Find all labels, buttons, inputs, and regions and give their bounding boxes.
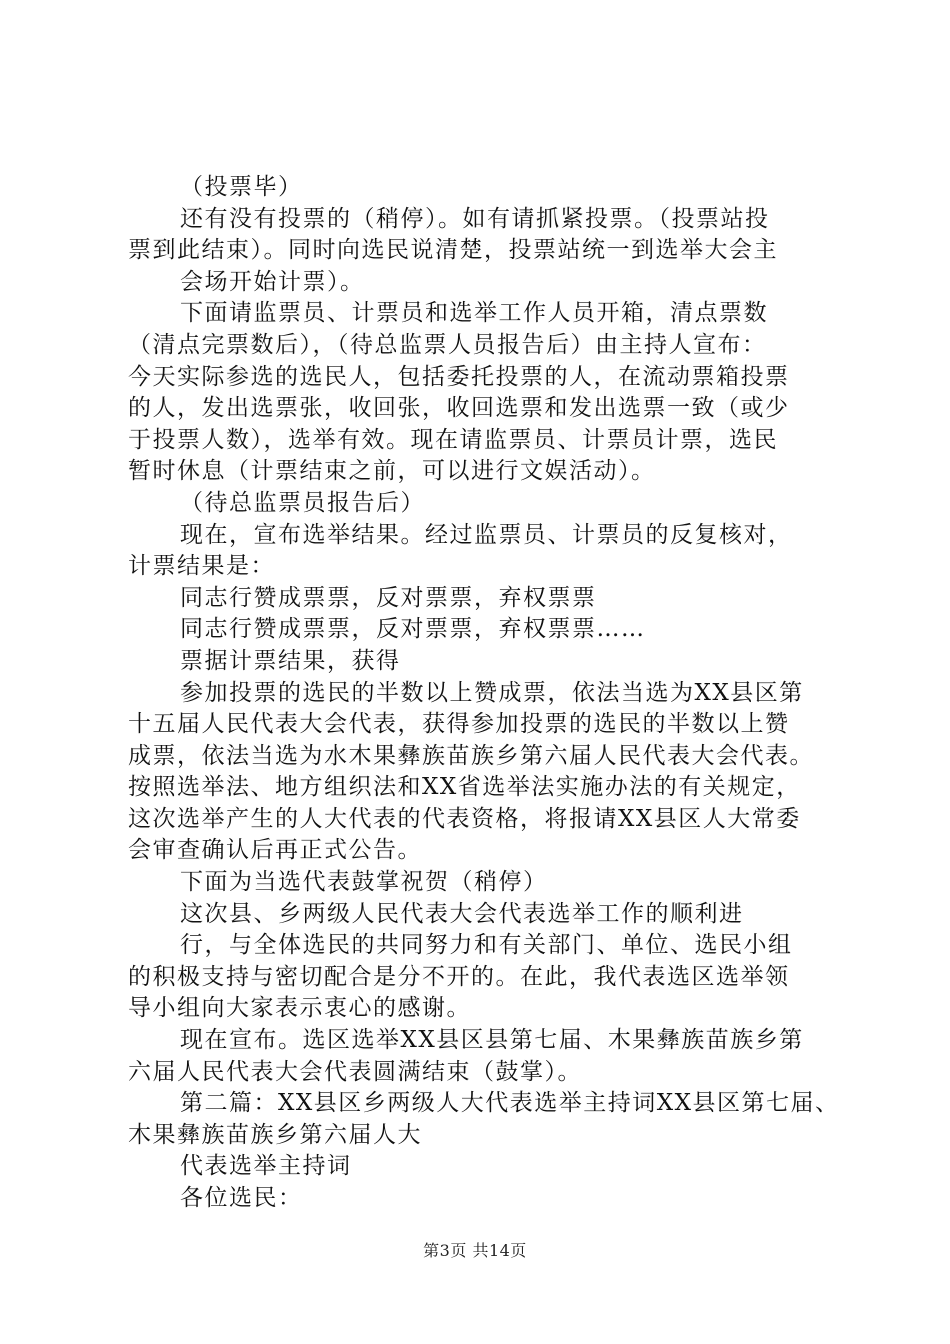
text-line: 会场开始计票）。 — [180, 268, 365, 295]
text-line: 票据计票结果，获得 — [180, 647, 401, 674]
text-line: 木果彝族苗族乡第六届人大 — [128, 1121, 422, 1148]
text-line: 导小组向大家表示衷心的感谢。 — [128, 995, 471, 1022]
text-line: 这次选举产生的人大代表的代表资格，将报请XX县区人大常委 — [128, 805, 801, 832]
text-line: 的积极支持与密切配合是分不开的。在此，我代表选区选举领 — [128, 963, 790, 990]
text-line: 下面请监票员、计票员和选举工作人员开箱，清点票数 — [180, 300, 768, 327]
text-line: （投票毕） — [180, 174, 303, 200]
text-line: 现在宣布。选区选举XX县区县第七届、木果彝族苗族乡第 — [180, 1027, 804, 1054]
text-line: 行，与全体选民的共同努力和有关部门、单位、选民小组 — [180, 932, 793, 959]
text-line: （待总监票员报告后） — [180, 489, 425, 516]
text-line: 还有没有投票的（稍停）。如有请抓紧投票。（投票站投 — [180, 205, 770, 232]
text-line: 第二篇：XX县区乡两级人大代表选举主持词XX县区第七届、 — [180, 1090, 840, 1117]
text-line: 这次县、乡两级人民代表大会代表选举工作的顺利进 — [180, 900, 744, 927]
text-line: 同志行赞成票票，反对票票，弃权票票 — [180, 584, 597, 611]
text-line: 票到此结束）。同时向选民说清楚，投票站统一到选举大会主 — [128, 237, 778, 264]
text-line: 下面为当选代表鼓掌祝贺（稍停） — [180, 869, 548, 896]
text-line: 各位选民： — [180, 1185, 303, 1211]
document-body — [128, 172, 840, 1215]
page-footer — [0, 1238, 950, 1261]
text-line: 代表选举主持词 — [180, 1153, 352, 1180]
text-line: 按照选举法、地方组织法和XX省选举法实施办法的有关规定， — [128, 774, 801, 801]
text-line: 成票，依法当选为水木果彝族苗族乡第六届人民代表大会代表。 — [128, 742, 814, 769]
text-line: 参加投票的选民的半数以上赞成票，依法当选为XX县区第 — [180, 679, 804, 706]
text-line: 六届人民代表大会代表圆满结束（鼓掌）。 — [128, 1058, 582, 1085]
text-line: 于投票人数），选举有效。现在请监票员、计票员计票，选民 — [128, 426, 778, 453]
text-line: 会审查确认后再正式公告。 — [128, 837, 422, 864]
text-line: 的人，发出选票张，收回张，收回选票和发出选票一致（或少 — [128, 395, 790, 422]
page-number-label: 第3页 共14页 — [423, 1241, 527, 1260]
text-line: 计票结果是： — [128, 553, 275, 580]
text-line: （清点完票数后），（待总监票人员报告后）由主持人宣布： — [128, 331, 767, 358]
text-line: 现在，宣布选举结果。经过监票员、计票员的反复核对， — [180, 521, 793, 548]
text-line: 暂时休息（计票结束之前，可以进行文娱活动）。 — [128, 458, 656, 485]
text-line: 今天实际参选的选民人，包括委托投票的人，在流动票箱投票 — [128, 363, 790, 390]
text-line: 同志行赞成票票，反对票票，弃权票票…… — [180, 616, 646, 643]
text-line: 十五届人民代表大会代表，获得参加投票的选民的半数以上赞 — [128, 711, 790, 738]
